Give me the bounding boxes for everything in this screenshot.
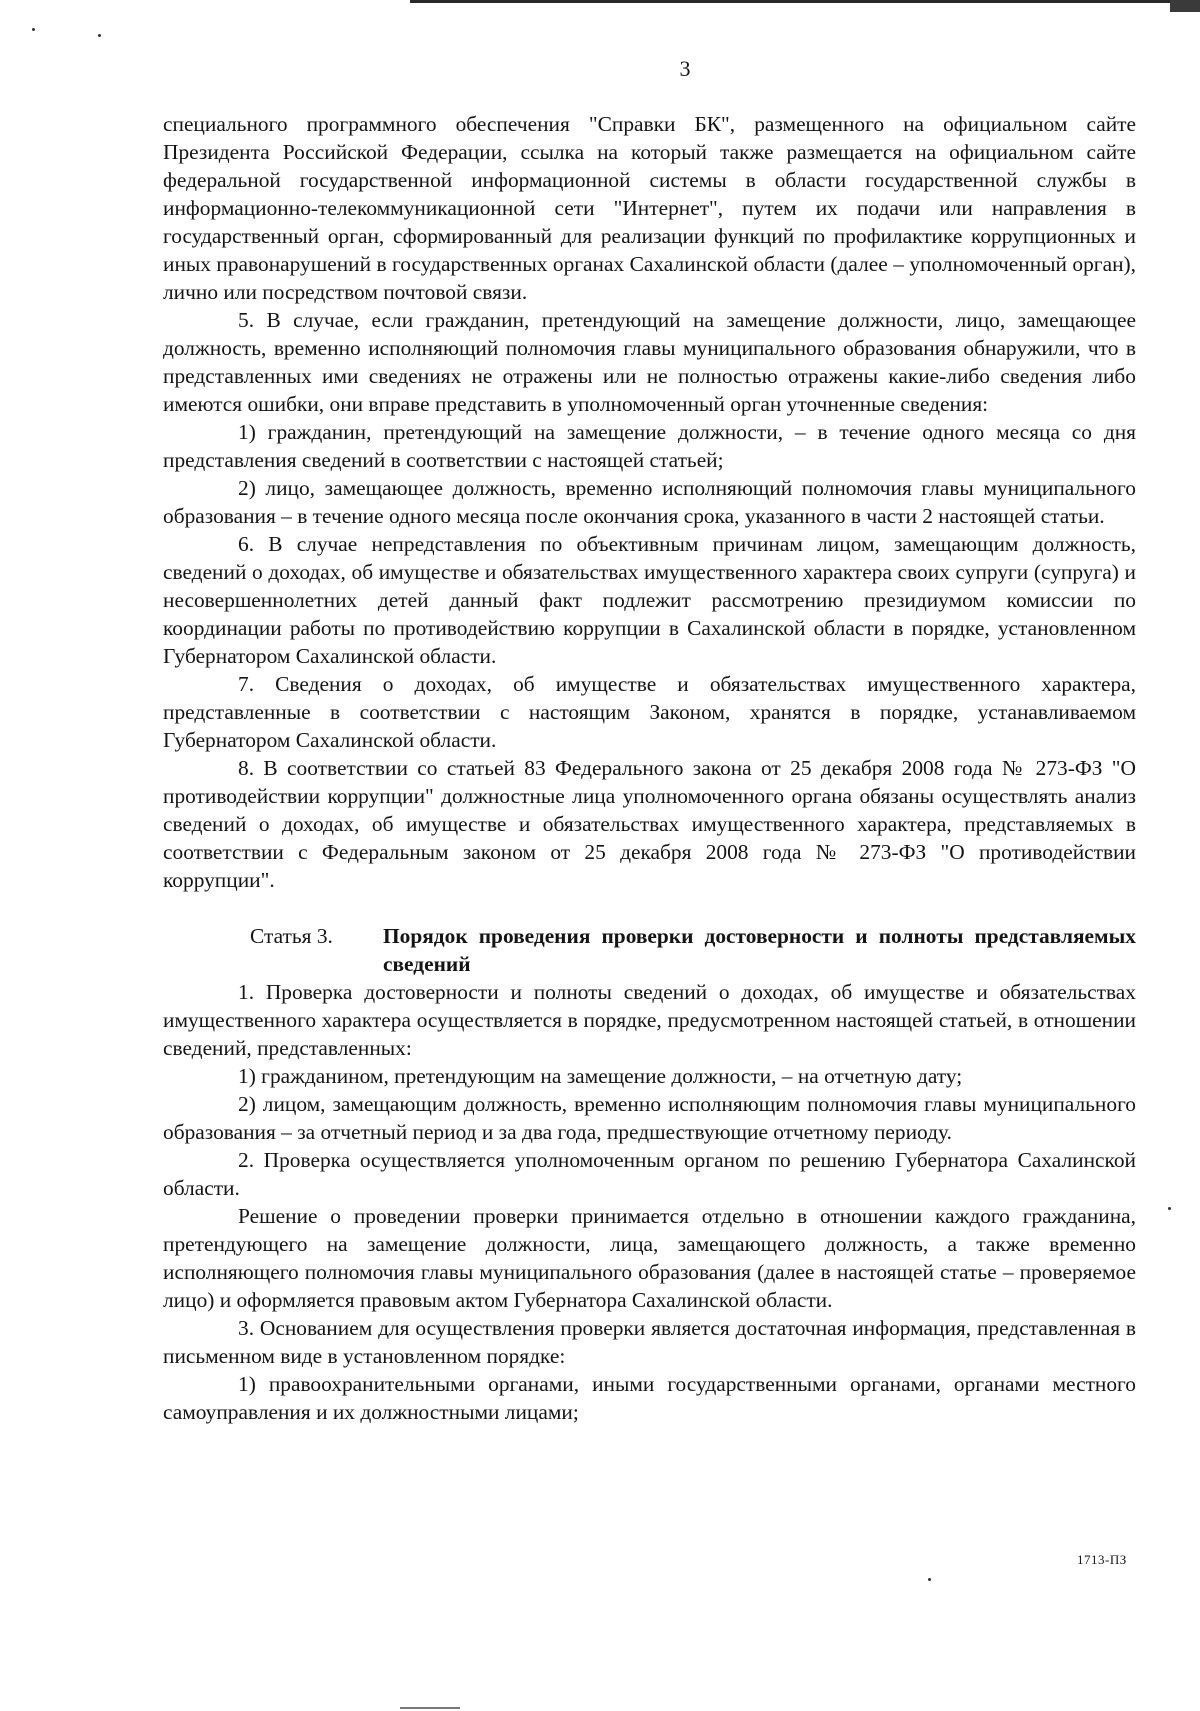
- paragraph: 1. Проверка достоверности и полноты сведений о доходах, об имуществе и обязательствах имущественного характера осуществляется в порядке, предусмотренном настоящей статьей, в отношении сведений, представленных:: [163, 980, 1136, 1060]
- article-heading: [163, 922, 1136, 978]
- paragraph: 1) гражданином, претендующим на замещение должности, – на отчетную дату;: [238, 1064, 963, 1088]
- article-title: Порядок проведения проверки достоверности и полноты представляемых сведений: [383, 924, 1136, 976]
- paragraph: 1) правоохранительными органами, иными государственными органами, органами местного самоуправления и их должностными лицами;: [163, 1372, 1136, 1424]
- scan-speck: [1168, 1207, 1171, 1210]
- scan-speck: [928, 1578, 931, 1581]
- scan-top-edge: [410, 0, 1200, 3]
- paragraph: 7. Сведения о доходах, об имуществе и обязательствах имущественного характера, представленные в соответствии с настоящим Законом, хранятся в порядке, устанавливаемом Губернатором Сахалинской области.: [163, 672, 1136, 752]
- scan-corner-mark: [1170, 0, 1200, 12]
- scan-speck: [98, 34, 101, 37]
- paragraph: Решение о проведении проверки принимается отдельно в отношении каждого гражданина, претендующего на замещение должности, лица, замещающего должность, а также временно исполняющего полномочия главы муниципального образования (далее в настоящей статье – проверяемое лицо) и оформляется правовым актом Губернатора Сахалинской области.: [163, 1204, 1136, 1312]
- paragraph: 8. В соответствии со статьей 83 Федерального закона от 25 декабря 2008 года № 273-ФЗ "О противодействии коррупции" должностные лица уполномоченного органа обязаны осуществлять анализ сведений о доходах, об имуществе и обязательствах имущественного характера, представляемых в соответствии с Федеральным законом от 25 декабря 2008 года № 273-ФЗ "О противодействии коррупции".: [163, 756, 1136, 892]
- article-number: Статья 3.: [250, 924, 333, 948]
- paragraph: 2) лицо, замещающее должность, временно исполняющий полномочия главы муниципального образования – в течение одного месяца после окончания срока, указанного в части 2 настоящей статьи.: [163, 476, 1136, 528]
- paragraph: специального программного обеспечения "Справки БК", размещенного на официальном сайте Президента Российской Федерации, ссылка на который также размещается на официальном сайте федеральной государственной информационной системы в области государственной службы в информационно-телекоммуникационной сети "Интернет", путем их подачи или направления в государственный орган, сформированный для реализации функций по профилактике коррупционных и иных правонарушений в государственных органах Сахалинской области (далее – уполномоченный орган), лично или посредством почтовой связи.: [163, 112, 1136, 304]
- scan-bottom-edge: [400, 1707, 460, 1709]
- paragraph: 6. В случае непредставления по объективным причинам лицом, замещающим должность, сведений о доходах, об имуществе и обязательствах имущественного характера своих супруги (супруга) и несовершеннолетних детей данный факт подлежит рассмотрению президиумом комиссии по координации работы по противодействию коррупции в Сахалинской области в порядке, установленном Губернатором Сахалинской области.: [163, 532, 1136, 668]
- paragraph: 2) лицом, замещающим должность, временно исполняющим полномочия главы муниципального образования – за отчетный период и за два года, предшествующие отчетному периоду.: [163, 1092, 1136, 1144]
- paragraph: 2. Проверка осуществляется уполномоченным органом по решению Губернатора Сахалинской области.: [163, 1148, 1136, 1200]
- paragraph: 1) гражданин, претендующий на замещение должности, – в течение одного месяца со дня представления сведений в соответствии с настоящей статьей;: [163, 420, 1136, 472]
- document-code: 1713-ПЗ: [1077, 1552, 1127, 1567]
- document-body: [163, 110, 1136, 1426]
- scan-speck: [32, 28, 35, 31]
- page-number: 3: [679, 56, 691, 81]
- paragraphs-before: [163, 110, 1136, 894]
- paragraph: 5. В случае, если гражданин, претендующий на замещение должности, лицо, замещающее должность, временно исполняющий полномочия главы муниципального образования обнаружили, что в представленных ими сведениях не отражены или не полностью отражены какие-либо сведения либо имеются ошибки, они вправе представить в уполномоченный орган уточненные сведения:: [163, 308, 1136, 416]
- paragraphs-after: [163, 978, 1136, 1426]
- paragraph: 3. Основанием для осуществления проверки является достаточная информация, представленная в письменном виде в установленном порядке:: [163, 1316, 1136, 1368]
